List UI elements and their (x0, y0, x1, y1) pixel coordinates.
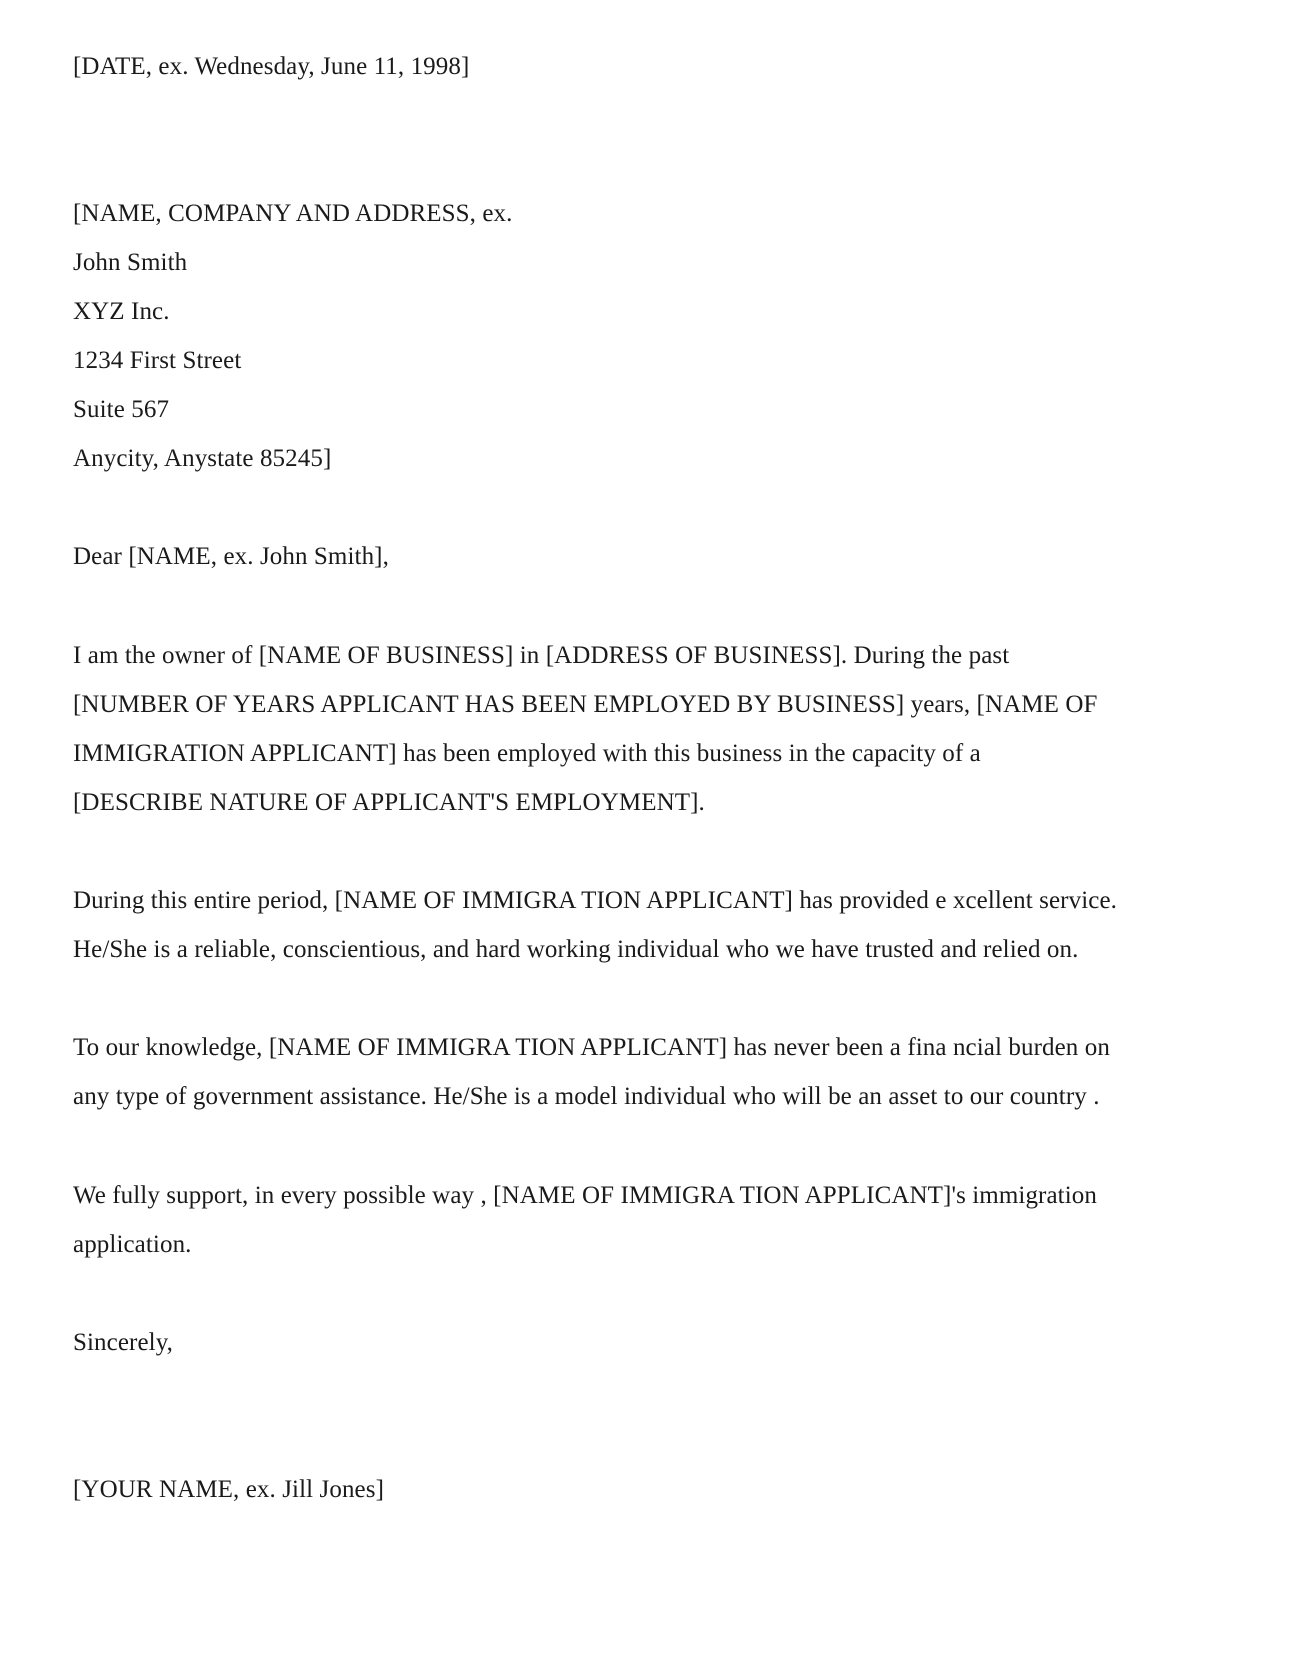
paragraph-line: [NUMBER OF YEARS APPLICANT HAS BEEN EMPLOYED BY BUSINESS] years, [NAME OF (73, 691, 1098, 718)
salutation: Dear [NAME, ex. John Smith], (73, 543, 389, 570)
letter-date: [DATE, ex. Wednesday, June 11, 1998] (73, 53, 470, 80)
paragraph-line: IMMIGRATION APPLICANT] has been employed with this business in the capacity of a (73, 740, 981, 767)
recipient-line: 1234 First Street (73, 347, 242, 374)
paragraph-line: application. (73, 1231, 192, 1258)
paragraph-line: I am the owner of [NAME OF BUSINESS] in [ADDRESS OF BUSINESS]. During the past (73, 642, 1010, 669)
paragraph-line: To our knowledge, [NAME OF IMMIGRA TION APPLICANT] has never been a fina ncial burden on (73, 1034, 1110, 1061)
signature-name: [YOUR NAME, ex. Jill Jones] (73, 1476, 385, 1503)
paragraph-line: During this entire period, [NAME OF IMMIGRA TION APPLICANT] has provided e xcellent service. (73, 887, 1117, 914)
paragraph-line: He/She is a reliable, conscientious, and hard working individual who we have trusted and relied on. (73, 936, 1079, 963)
paragraph-line: We fully support, in every possible way , [NAME OF IMMIGRA TION APPLICANT]'s immigration (73, 1182, 1097, 1209)
recipient-line: Anycity, Anystate 85245] (73, 445, 332, 472)
recipient-line: [NAME, COMPANY AND ADDRESS, ex. (73, 200, 513, 227)
recipient-line: John Smith (73, 249, 188, 276)
recipient-line: XYZ Inc. (73, 298, 170, 325)
paragraph-line: [DESCRIBE NATURE OF APPLICANT'S EMPLOYMENT]. (73, 789, 705, 816)
recipient-line: Suite 567 (73, 396, 170, 423)
paragraph-line: any type of government assistance. He/She is a model individual who will be an asset to our country . (73, 1083, 1100, 1110)
closing: Sincerely, (73, 1329, 174, 1356)
